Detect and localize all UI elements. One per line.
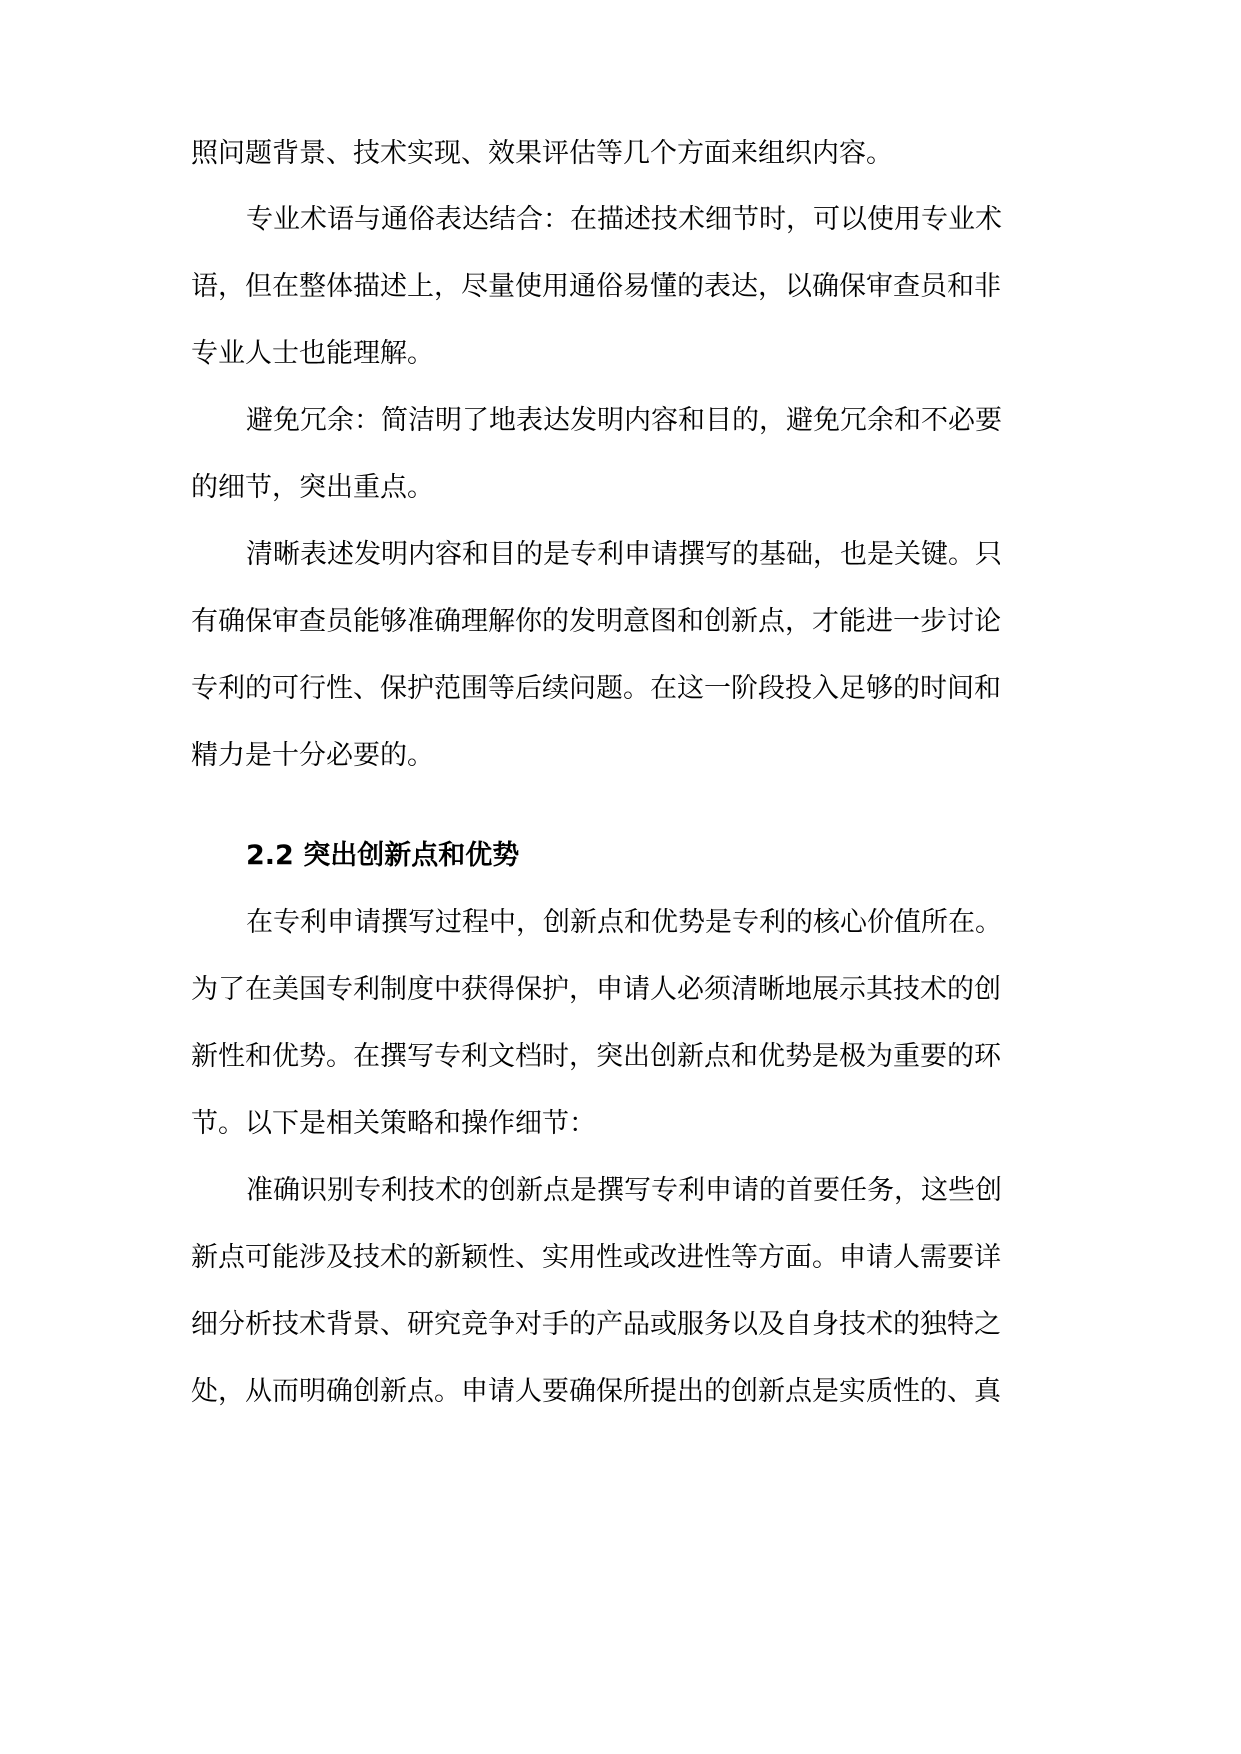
paragraph-line: 处，从而明确创新点。申请人要确保所提出的创新点是实质性的、真 (191, 1376, 1001, 1407)
paragraph-line: 避免冗余：简洁明了地表达发明内容和目的，避免冗余和不必要 (246, 405, 1002, 436)
paragraph-line: 新性和优势。在撰写专利文档时，突出创新点和优势是极为重要的环 (191, 1041, 1001, 1072)
paragraph-line: 的细节，突出重点。 (191, 472, 434, 503)
paragraph-line: 专利的可行性、保护范围等后续问题。在这一阶段投入足够的时间和 (191, 673, 1001, 704)
paragraph-line: 有确保审查员能够准确理解你的发明意图和创新点，才能进一步讨论 (191, 606, 1001, 637)
paragraph-line: 新点可能涉及技术的新颖性、实用性或改进性等方面。申请人需要详 (191, 1242, 1001, 1273)
paragraph-line: 专业人士也能理解。 (191, 338, 434, 369)
section-heading: 2.2 突出创新点和优势 (246, 840, 520, 871)
paragraph-line: 专业术语与通俗表达结合：在描述技术细节时，可以使用专业术 (246, 204, 1002, 235)
paragraph-line: 清晰表述发明内容和目的是专利申请撰写的基础，也是关键。只 (246, 539, 1002, 570)
paragraph-line: 为了在美国专利制度中获得保护，申请人必须清晰地展示其技术的创 (191, 974, 1001, 1005)
paragraph-line: 在专利申请撰写过程中，创新点和优势是专利的核心价值所在。 (246, 907, 1002, 938)
paragraph-line: 语，但在整体描述上，尽量使用通俗易懂的表达，以确保审查员和非 (191, 271, 1001, 302)
paragraph-line: 细分析技术背景、研究竞争对手的产品或服务以及自身技术的独特之 (191, 1309, 1001, 1340)
paragraph-line: 照问题背景、技术实现、效果评估等几个方面来组织内容。 (191, 138, 893, 169)
paragraph-line: 准确识别专利技术的创新点是撰写专利申请的首要任务，这些创 (246, 1175, 1002, 1206)
paragraph-line: 节。以下是相关策略和操作细节： (191, 1108, 596, 1139)
paragraph-line: 精力是十分必要的。 (191, 740, 434, 771)
